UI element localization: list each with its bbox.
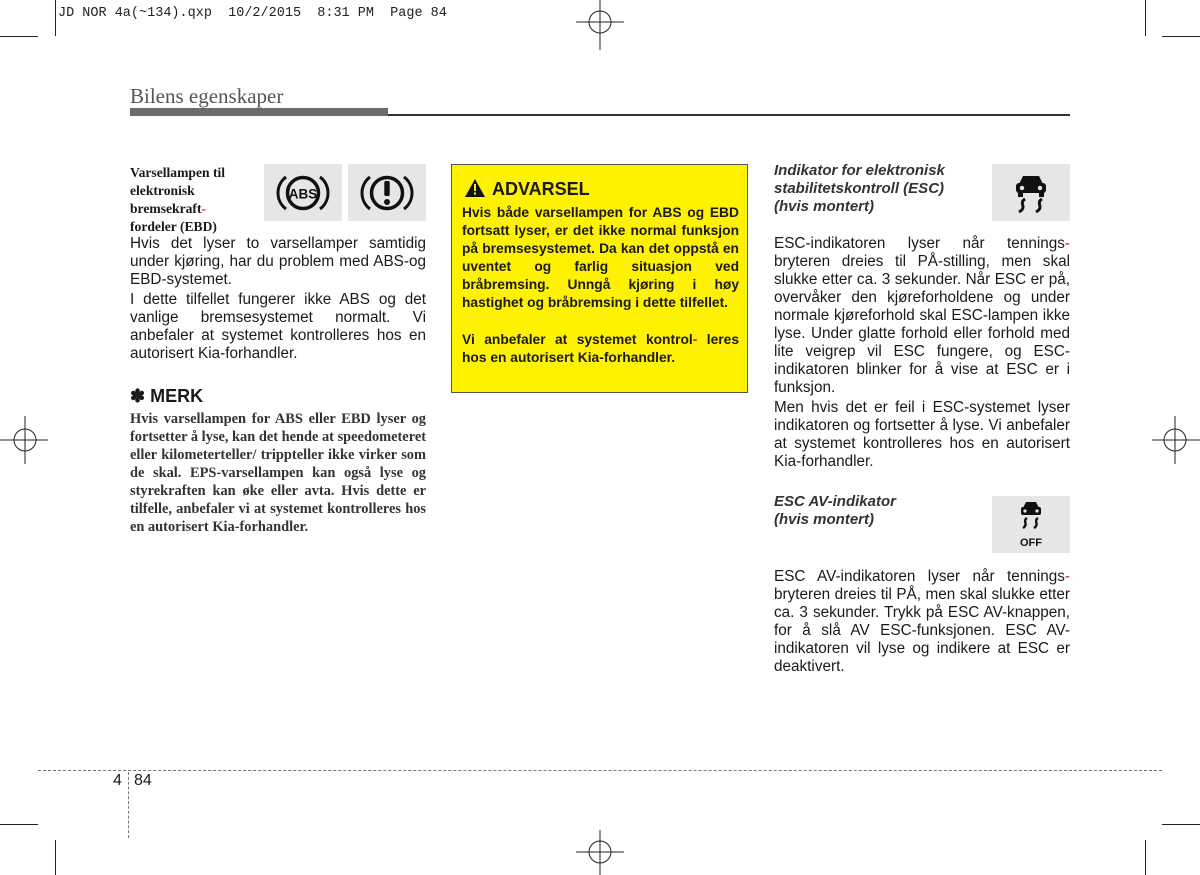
printer-slug: JD NOR 4a(~134).qxp 10/2/2015 8:31 PM Page 84	[58, 6, 447, 21]
chapter-number: 4	[113, 772, 122, 789]
esc-off-paragraph: ESC AV-indikatoren lyser når tennings- bryteren dreies til PÅ, men skal slukke etter ca. 3 sekunder. Trykk på ESC AV-knappen, for å slå AV ESC-funksjonen. ESC AV-indikatoren vil lyse og indikere at ESC er deaktivert.	[774, 568, 1070, 675]
note-text: Hvis varsellampen for ABS eller EBD lyser og fortsetter å lyse, kan det hende at speedometeret eller kilometerteller/ trippteller ikke virker som de skal. EPS-varsellampen kan også lyse og styrekraften kan øke eller avta. Hvis dette er tilfelle, anbefaler vi at systemet kontrolleres hos en autorisert Kia-forhandler.	[130, 411, 427, 535]
warning-triangle-icon	[464, 178, 486, 198]
registration-mark-bottom	[570, 830, 630, 875]
ebd-paragraph-2: I dette tilfellet fungerer ikke ABS og det vanlige bremsesystemet normalt. Vi anbefaler at systemet kontrolleres hos en autorisert Kia-forhandler.	[130, 291, 426, 362]
brake-warning-icon	[348, 164, 426, 221]
warning-box	[451, 164, 748, 393]
ebd-lamp-heading: Varsellampen til elektronisk bremsekraft- fordeler (EBD)	[130, 165, 226, 234]
footer-divider	[128, 772, 129, 838]
footer-rule	[38, 770, 1162, 771]
abs-icon-label: ABS	[288, 186, 318, 202]
ebd-paragraph-1: Hvis det lyser to varsellamper samtidig under kjøring, har du problem med ABS-og EBD-systemet.	[130, 235, 426, 288]
section-title: Bilens egenskaper	[130, 84, 284, 108]
warning-title: ADVARSEL	[492, 179, 590, 199]
note-title: ✽ MERK	[130, 386, 204, 406]
esc-paragraph-1: ESC-indikatoren lyser når tennings- bryteren dreies til PÅ-stilling, men skal slukke etter ca. 3 sekunder. Når ESC er på, overvåker den kjøreforholdene og under normale kjøreforhold skal ESC-lampen ikke lyse. Under glatte forhold eller forhold med lite veigrep vil ESC fungere, og ESC-indikatoren blinker for å vise at ESC er i funksjon.	[774, 235, 1070, 396]
page-number: 84	[134, 772, 152, 789]
esc-indicator-icon	[992, 164, 1070, 221]
esc-heading: Indikator for elektronisk stabilitetskontroll (ESC) (hvis montert)	[774, 162, 945, 215]
warning-paragraph-1: Hvis både varsellampen for ABS og EBD fortsatt lyser, er det ikke normal funksjon på bremsesystemet. Da kan det oppstå en uventet og farlig situasjon ved bråbremsing. Unngå kjøring i høy hastighet og bråbremsing i dette tilfellet.	[462, 205, 739, 310]
esc-off-indicator-icon	[992, 496, 1070, 553]
warning-paragraph-2: Vi anbefaler at systemet kontrol- leres hos en autorisert Kia-forhandler.	[462, 332, 739, 365]
esc-paragraph-2: Men hvis det er feil i ESC-systemet lyser indikatoren og fortsetter å lyse. Vi anbefaler at systemet kontrolleres hos en autorisert Kia-forhandler.	[774, 399, 1070, 470]
esc-off-icon-label: OFF	[1020, 537, 1042, 549]
registration-mark-top	[570, 0, 630, 50]
registration-mark-right	[1152, 410, 1200, 470]
header-rule-accent	[130, 108, 388, 116]
registration-mark-left	[0, 410, 48, 470]
abs-warning-icon	[264, 164, 342, 221]
esc-off-heading: ESC AV-indikator (hvis montert)	[774, 493, 896, 528]
